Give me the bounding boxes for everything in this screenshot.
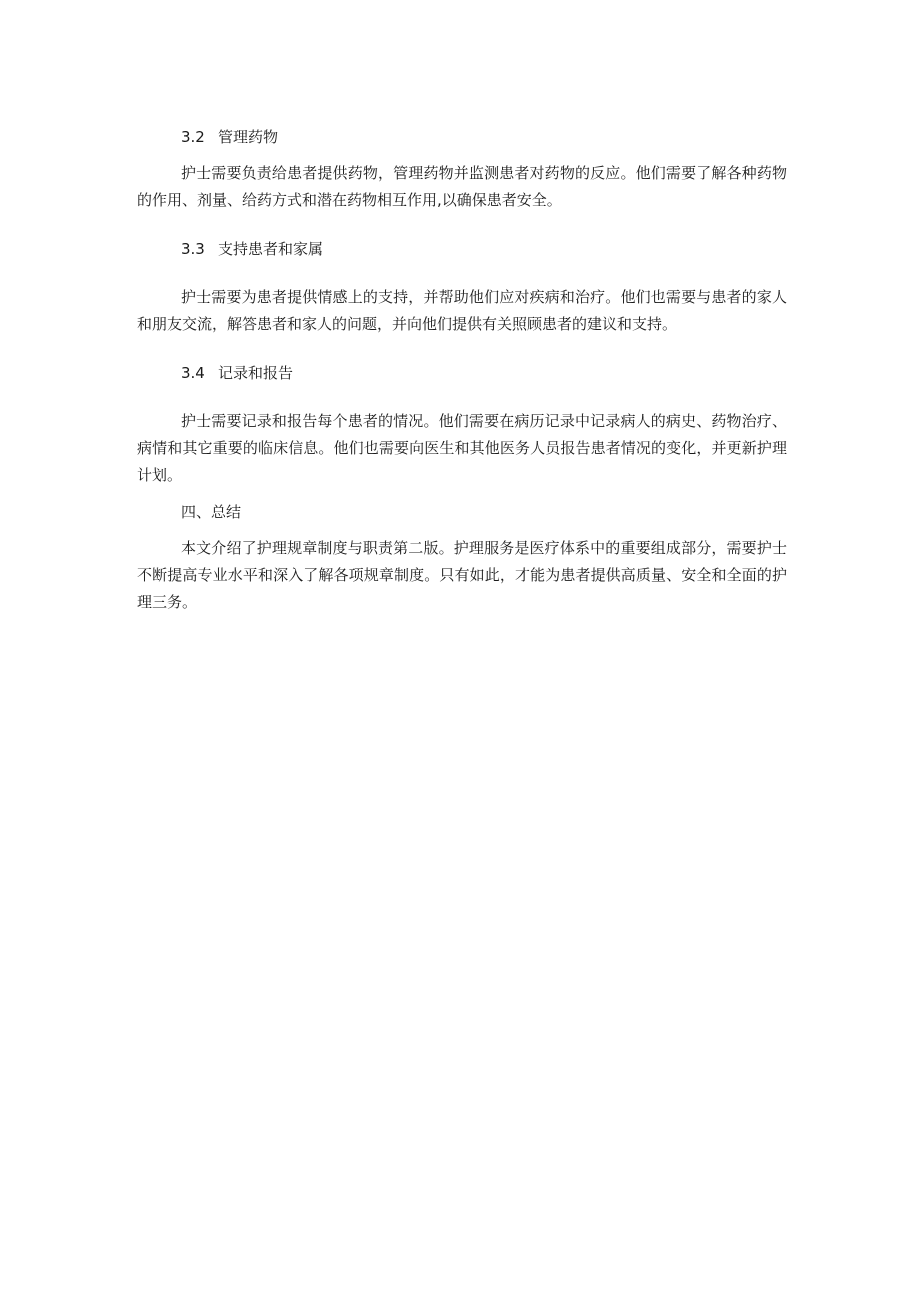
- section-heading-3-3: [137, 236, 787, 262]
- section-heading-3-2: [137, 124, 787, 150]
- section-paragraph-3-4: 护士需要记录和报告每个患者的情况。他们需要在病历记录中记录病人的病史、药物治疗、病情和其它重要的临床信息。他们也需要向医生和其他医务人员报告患者情况的变化，并更新护理计划。: [137, 412, 787, 484]
- section-number: 3.3: [181, 240, 205, 258]
- section-title: 记录和报告: [218, 364, 294, 382]
- document-body: [137, 124, 787, 616]
- section-heading-3-4: [137, 360, 787, 386]
- section-paragraph-3-2: 护士需要负责给患者提供药物，管理药物并监测患者对药物的反应。他们需要了解各种药物的作用、剂量、给药方式和潜在药物相互作用,以确保患者安全。: [137, 164, 787, 209]
- summary-heading: 四、总结: [181, 503, 242, 521]
- section-paragraph-3-3: 护士需要为患者提供情感上的支持，并帮助他们应对疾病和治疗。他们也需要与患者的家人和朋友交流，解答患者和家人的问题，并向他们提供有关照顾患者的建议和支持。: [137, 288, 787, 333]
- section-number: 3.4: [181, 364, 205, 382]
- section-number: 3.2: [181, 128, 205, 146]
- summary-paragraph: 本文介绍了护理规章制度与职责第二版。护理服务是医疗体系中的重要组成部分，需要护士不断提高专业水平和深入了解各项规章制度。只有如此，才能为患者提供高质量、安全和全面的护理三务。: [137, 539, 787, 611]
- section-title: 支持患者和家属: [218, 240, 324, 258]
- section-title: 管理药物: [218, 128, 279, 146]
